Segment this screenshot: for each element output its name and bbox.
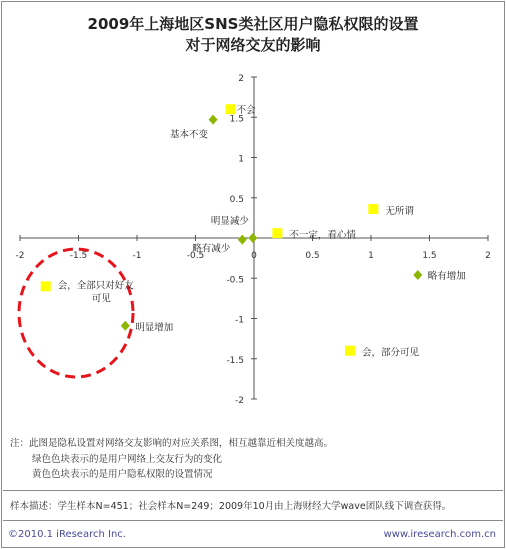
y-tick-label: 0.5: [229, 194, 244, 205]
point-yellow: [345, 346, 355, 356]
footer-copyright: ©2010.1 iResearch Inc.: [8, 529, 126, 540]
y-tick-label: -1: [235, 315, 244, 326]
chart-title-line-1: 2009年上海地区SNS类社区用户隐私权限的设置: [87, 15, 419, 33]
point-green: [238, 235, 247, 245]
point-label: 会，部分可见: [361, 347, 419, 359]
point-label: 不会: [236, 105, 256, 117]
y-tick-label: 1.5: [229, 114, 244, 125]
note-line-1: 注：此图是隐私设置对网络交友影响的对应关系图，相互越靠近相关度越高。: [10, 438, 334, 449]
point-yellow: [272, 228, 282, 238]
sample-description: 样本描述：学生样本N=451；社会样本N=249；2009年10月由上海财经大学wave团队线下调查获得。: [10, 501, 452, 512]
x-tick-label: 2: [485, 251, 491, 261]
point-yellow: [226, 104, 236, 114]
y-tick-label: -2: [235, 396, 244, 406]
x-tick-label: 1.5: [422, 251, 437, 261]
footer-url: www.iresearch.com.cn: [383, 529, 496, 540]
point-green: [413, 270, 422, 280]
point-label: 略有增加: [427, 271, 466, 283]
point-label: 明显减少: [210, 216, 249, 227]
point-label: 会，全部只对好友可见: [57, 280, 134, 305]
point-label: 明显增加: [135, 322, 174, 334]
x-tick-label: 1: [368, 251, 374, 261]
point-yellow: [41, 281, 51, 291]
x-tick-label: 0.5: [305, 251, 320, 261]
separator-bottom: [3, 520, 503, 521]
point-label: 不一定，看心情: [289, 230, 356, 242]
note-line-2: 绿色色块表示的是用户网络上交友行为的变化: [32, 454, 223, 465]
chart-title-line-2: 对于网络交友的影响: [185, 36, 321, 54]
point-label: 略有减少: [192, 243, 231, 255]
separator-top: [3, 490, 503, 491]
y-tick-label: -1.5: [226, 355, 244, 366]
point-green: [209, 115, 218, 125]
point-green: [248, 233, 257, 243]
y-tick-label: 1: [238, 154, 244, 165]
note-line-3: 黄色色块表示的是用户隐私权限的设置情况: [32, 469, 213, 480]
x-tick-label: 0: [251, 251, 257, 261]
x-tick-label: -2: [15, 251, 25, 261]
point-label: 基本不变: [170, 129, 209, 141]
x-tick-label: -1.5: [69, 251, 88, 261]
point-yellow: [368, 204, 378, 214]
y-tick-label: 2: [238, 74, 244, 84]
point-green: [121, 321, 130, 331]
x-tick-label: -0.5: [186, 251, 205, 261]
y-tick-label: -0.5: [226, 275, 244, 286]
highlight-circle: [19, 249, 133, 377]
point-label: 无所谓: [385, 206, 414, 218]
x-tick-label: -1: [132, 251, 142, 261]
